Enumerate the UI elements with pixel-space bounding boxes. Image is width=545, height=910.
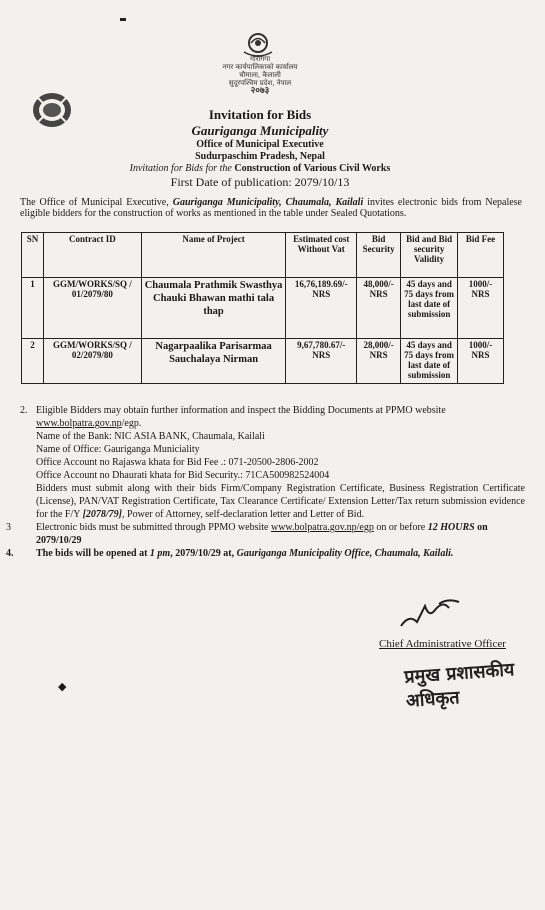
bids-table [21, 232, 504, 384]
deadline-date: on 2079/10/29 [36, 522, 488, 546]
column-header: Bid Security [357, 233, 401, 278]
emblem-line-2: नगर कार्यपालिकाको कार्यालय [222, 63, 298, 71]
office-name-line: Name of Office: Gauriganga Municiality [36, 444, 200, 455]
cell-sn: 1 [22, 278, 44, 339]
government-logo-icon [30, 90, 74, 130]
table-row [22, 339, 504, 384]
list-item [6, 547, 525, 560]
list-item [20, 404, 525, 521]
intro-part-2: invites electronic bids from Nepalese eligible bidders for the construction of works as mentioned in the table under Sealed Quotations. [20, 197, 522, 219]
cell-cost: 16,76,189.69/- NRS [286, 278, 357, 339]
subtitle-italic: Invitation for Bids for the [129, 163, 232, 174]
required-documents [36, 482, 525, 521]
emblem-line-3: चौमाला, कैलाली [239, 71, 281, 79]
item-number: 4. [6, 548, 14, 559]
cell-security: 28,000/- NRS [357, 339, 401, 384]
subtitle-bold: Construction of Various Civil Works [234, 163, 391, 174]
column-header: Name of Project [141, 233, 285, 278]
signature-icon [395, 596, 465, 632]
ink-mark [120, 18, 126, 21]
docs-part-2: , Power of Attorney, self-declaration letter and Letter of Bid. [122, 509, 365, 520]
column-header: Bid and Bid security Validity [401, 233, 458, 278]
emblem-line-4: सुदूरपश्चिम प्रदेश, नेपाल [228, 79, 292, 87]
fiscal-year: [2078/79] [82, 509, 123, 520]
bank-name: Name of the Bank: NIC ASIA BANK, Chaumala, Kailali [36, 431, 265, 442]
list-item [6, 521, 525, 547]
intro-paragraph [20, 197, 522, 219]
document-subtitle [100, 163, 420, 175]
item-3-text: Electronic bids must be submitted through PPMO website [36, 522, 271, 533]
cell-contract-id: GGM/WORKS/SQ / 01/2079/80 [43, 278, 141, 339]
document-title: Invitation for Bids [208, 107, 312, 122]
emblem-caption [205, 55, 315, 95]
opening-time: 1 pm [149, 548, 171, 559]
column-header: Estimated cost Without Vat [286, 233, 357, 278]
item-4-text: The bids will be opened at [36, 548, 150, 559]
cell-cost: 9,67,780.67/- NRS [286, 339, 357, 384]
table-header-row [22, 233, 504, 278]
cell-project: Nagarpaalika Parisarmaa Sauchalaya Nirman [141, 339, 285, 384]
instructions-list [6, 404, 525, 560]
account-security: Office Account no Dhaurati khata for Bid Security.: 71CA500982524004 [36, 470, 330, 481]
document-header [100, 107, 420, 190]
emblem-year: २०७३ [250, 86, 270, 96]
intro-part-1: The Office of Municipal Executive, [20, 197, 173, 208]
item-number: 2. [20, 405, 28, 416]
cell-validity: 45 days and 75 days from last date of submission [401, 278, 458, 339]
deadline-time: 12 HOURS [427, 522, 475, 533]
table-row [22, 278, 504, 339]
item-3-mid: on or before [373, 522, 428, 533]
officer-title: Chief Administrative Officer [379, 638, 506, 650]
intro-municipality: Gauriganga Municipality, Chaumala, Kailali [172, 197, 364, 208]
ppmo-link[interactable]: www.bolpatra.gov.np [36, 418, 122, 429]
opening-place: Gauriganga Municipality Office, Chaumala, Kailali. [236, 548, 454, 559]
column-header: SN [22, 233, 44, 278]
cell-fee: 1000/- NRS [458, 339, 504, 384]
cell-validity: 45 days and 75 days from last date of submission [401, 339, 458, 384]
egp-link[interactable]: www.bolpatra.gov.np/egp [270, 522, 374, 533]
cell-contract-id: GGM/WORKS/SQ / 02/2079/80 [43, 339, 141, 384]
cell-project: Chaumala Prathmik Swasthya Chauki Bhawan mathi tala thap [141, 278, 285, 339]
cell-sn: 2 [22, 339, 44, 384]
cell-fee: 1000/- NRS [458, 278, 504, 339]
item-2-text: Eligible Bidders may obtain further information and inspect the Bidding Documents at PPMO website [36, 405, 446, 416]
municipality-name: Gauriganga Municipality [191, 123, 329, 138]
office-name: Office of Municipal Executive [196, 139, 324, 150]
link-tail: /egp. [121, 418, 142, 429]
publication-date: First Date of publication: 2079/10/13 [170, 175, 350, 189]
item-number: 3 [6, 522, 11, 533]
ink-mark: ◆ [58, 681, 67, 693]
account-fee: Office Account no Rajaswa khata for Bid Fee .: 071-20500-2806-2002 [36, 457, 319, 468]
column-header: Bid Fee [458, 233, 504, 278]
officer-title-nepali: प्रमुख प्रशासकीय अधिकृत [403, 659, 516, 712]
item-4-date: , 2079/10/29 at, [170, 548, 237, 559]
docs-part-1: Bidders must submit along with their bids Firm/Company Registration Certificate, Business Registration Certificate (License), PAN/VAT Registration Certificate, Tax Clearance Certificate/ Extension Letter/Tax return submission evidence for the F/Y [36, 483, 525, 520]
province-name: Sudurpaschim Pradesh, Nepal [195, 151, 325, 162]
column-header: Contract ID [43, 233, 141, 278]
emblem-line-1: गौरीगंगा [249, 55, 271, 63]
cell-security: 48,000/- NRS [357, 278, 401, 339]
